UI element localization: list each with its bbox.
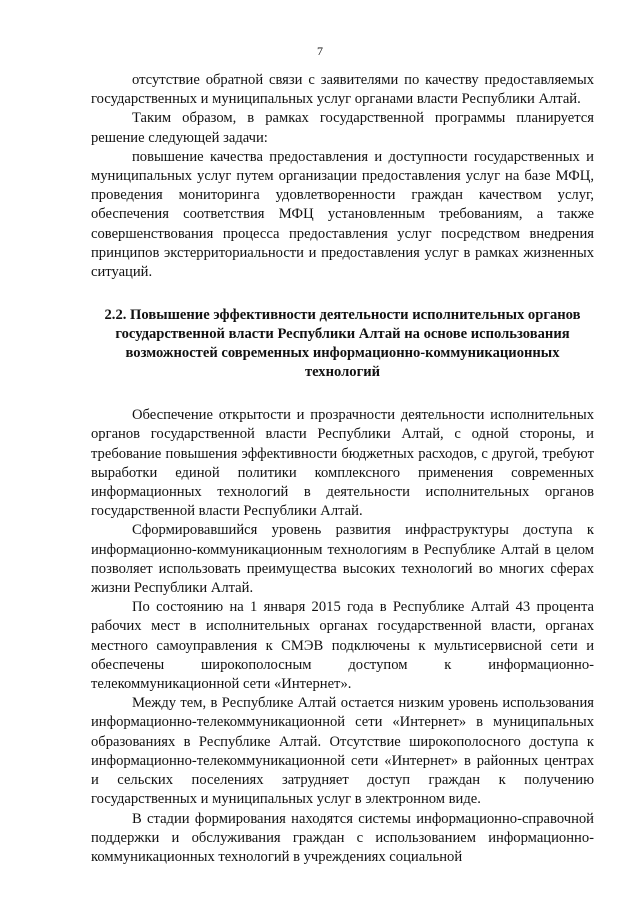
page-content [91, 71, 594, 867]
paragraph: Между тем, в Республике Алтай остается низким уровень использования информационно-телекоммуникационной сети «Интернет» в муниципальных образованиях в Республике Алтай. Отсутствие широкополосного доступа к информационно-телекоммуникационной сети «Интернет» в районных центрах и сельских поселениях затрудняет доступ граждан к получению государственных и муниципальных услуг в электронном виде. [91, 695, 594, 808]
section-heading: 2.2. Повышение эффективности деятельности исполнительных органов государственной власти Республики Алтай на основе использования возможностей современных информационно-коммуникационных технологий [104, 307, 581, 381]
page-number: 7 [317, 44, 323, 58]
paragraph: Сформировавшийся уровень развития инфраструктуры доступа к информационно-коммуникационным технологиям в Республике Алтай в целом позволяет использовать преимущества высоких технологий во многих сферах жизни Республики Алтай. [91, 522, 594, 597]
paragraph: По состоянию на 1 января 2015 года в Республике Алтай 43 процента рабочих мест в исполнительных органах государственной власти, органах местного самоуправления к СМЭВ подключены к мультисервисной сети и обеспечены широкополосным доступом к информационно-телекоммуникационной сети «Интернет». [91, 599, 594, 693]
paragraph: Таким образом, в рамках государственной программы планируется решение следующей задачи: [91, 110, 594, 146]
paragraph: В стадии формирования находятся системы информационно-справочной поддержки и обслуживания граждан с использованием информационно-коммуникационных технологий в учреждениях социальной [91, 810, 594, 865]
paragraph: повышение качества предоставления и доступности государственных и муниципальных услуг путем организации предоставления услуг на базе МФЦ, проведения мониторинга удовлетворенности граждан качеством услуг, обеспечения соответствия МФЦ установленным требованиям, а также совершенствования процесса предоставления услуг посредством внедрения принципов экстерриториальности и предоставления услуг в рамках жизненных ситуаций. [91, 148, 594, 281]
paragraph: Обеспечение открытости и прозрачности деятельности исполнительных органов государственной власти Республики Алтай, с одной стороны, и требование повышения эффективности бюджетных расходов, с другой, требуют выработки единой политики комплексного применения современных информационных технологий в деятельности исполнительных органов государственной власти Республики Алтай. [91, 407, 594, 520]
paragraph: отсутствие обратной связи с заявителями по качеству предоставляемых государственных и муниципальных услуг органами власти Республики Алтай. [91, 72, 594, 108]
